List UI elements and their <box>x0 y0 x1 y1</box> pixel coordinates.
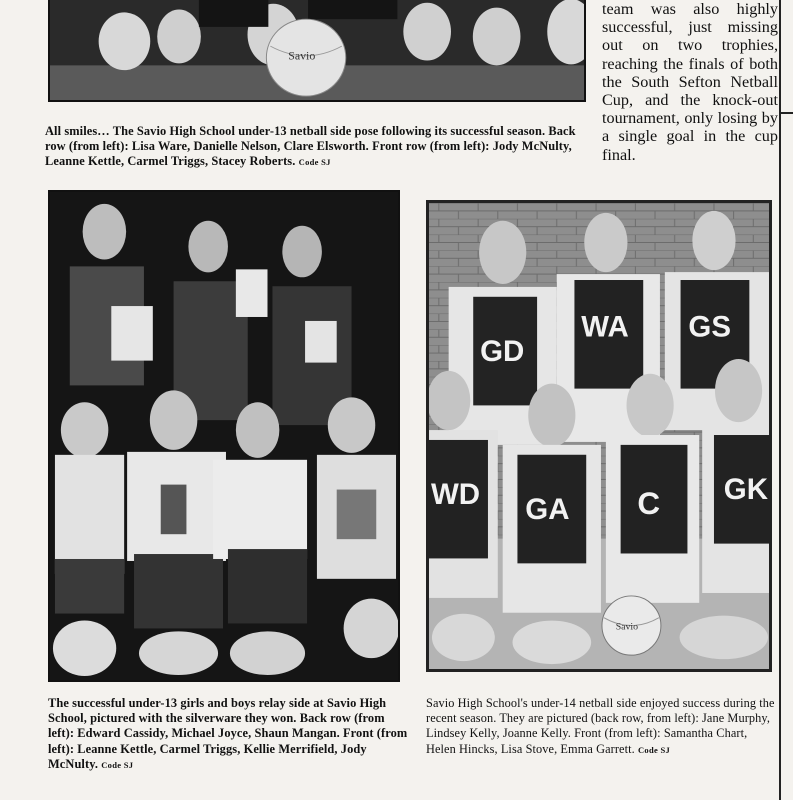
bib-wa: WA <box>581 310 629 344</box>
relay-team-photo <box>48 190 400 682</box>
relay-caption-code: Code SJ <box>101 759 134 770</box>
top-caption-code: Code SJ <box>298 157 331 168</box>
netball-caption <box>426 696 778 758</box>
bib-gd: GD <box>480 334 525 368</box>
top-team-photo <box>48 0 586 102</box>
top-caption-text: All smiles… The Savio High School under-13 netball side pose following its successful season. Back row (from left): Lisa Ware, Danielle Nelson, Clare Elsworth. Front row (from left): Jody McNulty, Leanne Kettle, Carmel Triggs, Stacey Roberts. <box>45 124 576 169</box>
netball-ball-label: Savio <box>615 621 639 633</box>
netball-team-photo <box>426 200 772 672</box>
netball-caption-text: Savio High School's under-14 netball side enjoyed success during the recent season. They are pictured (back row, from left): Jane Murphy, Lindsey Kelly, Joanne Kelly. Front (from left): Samantha Chart, Helen Hincks, Lisa Stove, Emma Garrett. <box>426 696 775 756</box>
bib-c: C <box>637 484 661 522</box>
relay-caption <box>48 696 408 773</box>
netball-caption-code: Code SJ <box>637 744 671 755</box>
top-ball-label: Savio <box>288 49 316 63</box>
top-caption <box>45 124 593 171</box>
article-column-text: team was also highly successful, just missing out on two trophies, reaching the finals of both the South Sefton Netball Cup, and the knock-out tournament, only losing by a single goal in the cup final. <box>602 0 778 164</box>
relay-caption-text: The successful under-13 girls and boys relay side at Savio High School, pictured with the silverware they won. Back row (from left): Edward Cassidy, Michael Joyce, Shaun Mangan. Front (from left): Leanne Kettle, Carmel Triggs, Kellie Merrifield, Jody McNulty. <box>48 696 408 771</box>
column-divider <box>779 0 781 800</box>
bib-ga: GA <box>525 492 570 526</box>
bib-wd: WD <box>430 478 481 512</box>
bib-gs: GS <box>688 310 731 344</box>
column-divider-stub <box>781 112 793 114</box>
bib-gk: GK <box>723 473 768 507</box>
